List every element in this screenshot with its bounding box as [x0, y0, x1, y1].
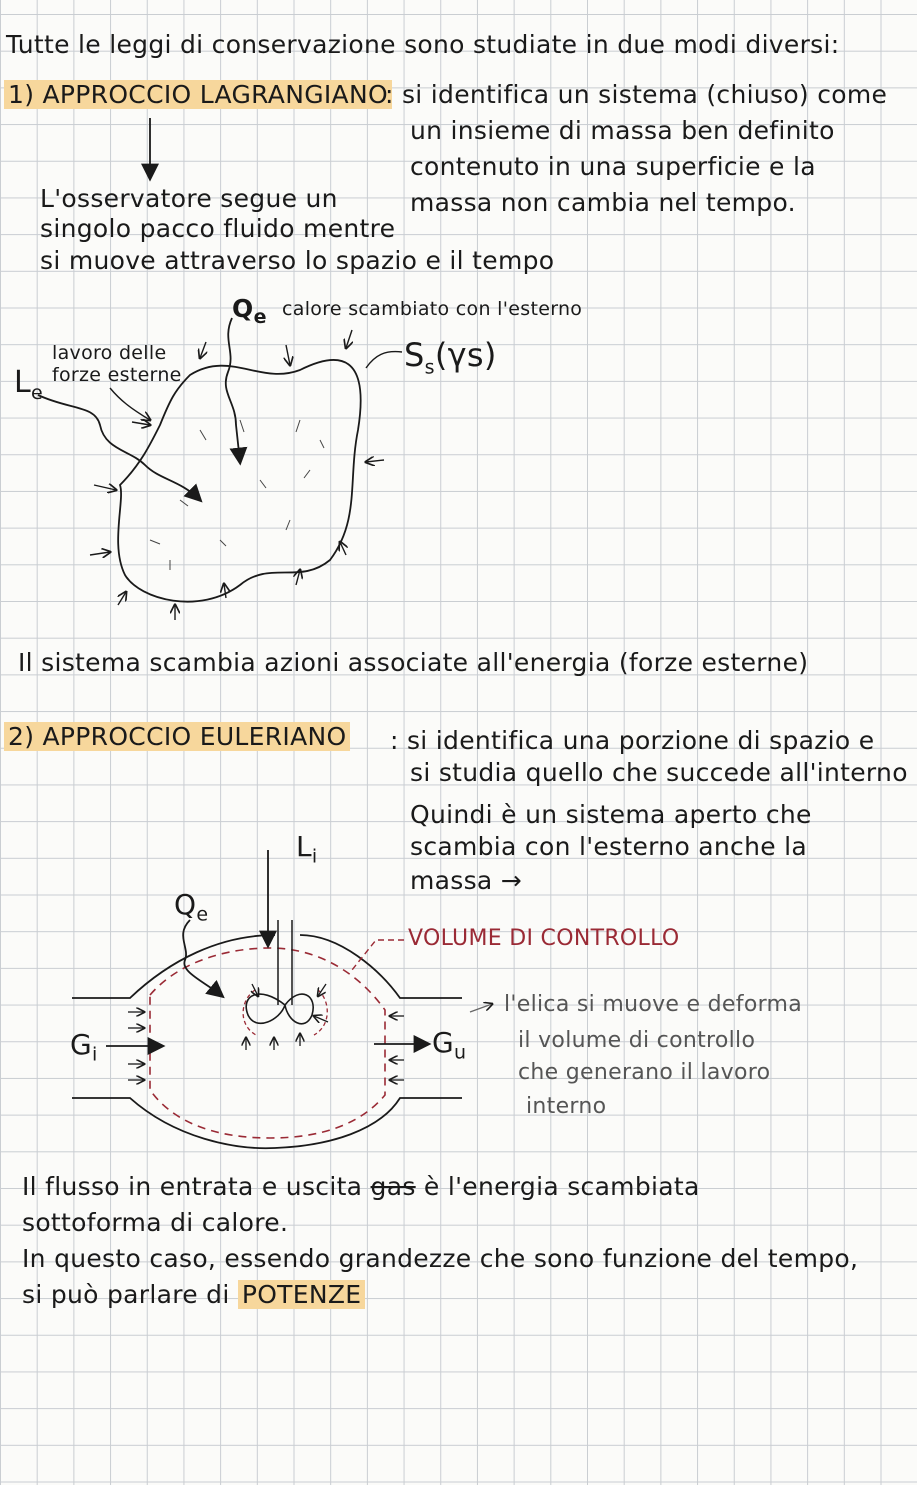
potenze-highlight: POTENZE [238, 1280, 366, 1309]
control-volume-boundary [150, 948, 385, 1138]
propeller-note-4: interno [526, 1094, 607, 1119]
lagrange-def-1: : si identifica un sistema (chiuso) come [385, 80, 888, 109]
euler-def-3: Quindi è un sistema aperto che [410, 800, 812, 829]
final-line-2: sottoforma di calore. [22, 1208, 289, 1237]
work-label-2: forze esterne [52, 364, 182, 386]
struck-word: gas [370, 1172, 416, 1201]
final-line-4: si può parlare di POTENZE [22, 1280, 365, 1310]
li-label: $L_i$ [296, 830, 318, 868]
euler-title: 2) APPROCCIO EULERIANO [4, 722, 350, 751]
observer-line-2: singolo pacco fluido mentre [40, 214, 396, 243]
propeller-note-2: il volume di controllo [518, 1028, 756, 1053]
final-line-1: Il flusso in entrata e uscita gas è l'energia scambiata [22, 1172, 700, 1201]
propeller-note-3: che generano il lavoro [518, 1060, 771, 1085]
observer-line-3: si muove attraverso lo spazio e il tempo [40, 246, 555, 275]
euler-heat-arrow [183, 920, 222, 996]
euler-def-2: si studia quello che succede all'interno [410, 758, 908, 787]
propeller [246, 994, 313, 1024]
work-label-1: lavoro delle [52, 342, 167, 364]
observer-line-1: L'osservatore segue un [40, 184, 338, 213]
propeller-shaft [278, 920, 292, 1005]
system-boundary [118, 360, 361, 602]
final-line-3: In questo caso, essendo grandezze che sono funzione del tempo, [22, 1244, 859, 1273]
q-ext-description: calore scambiato con l'esterno [282, 298, 583, 320]
lagrange-def-4: massa non cambia nel tempo. [410, 188, 796, 217]
intro-line: Tutte le leggi di conservazione sono studiate in due modi diversi: [6, 30, 840, 59]
lagrange-title: 1) APPROCCIO LAGRANGIANO [4, 80, 392, 109]
l-ext-label: $L_e$ [14, 365, 44, 404]
euler-def-5: massa → [410, 866, 523, 895]
euler-def-4: scambia con l'esterno anche la [410, 832, 808, 861]
heat-arrow [226, 318, 240, 462]
duct [72, 935, 462, 1148]
lagrange-def-2: un insieme di massa ben definito [410, 116, 835, 145]
lagrange-def-3: contenuto in una superficie e la [410, 152, 816, 181]
force-arrows [90, 330, 384, 620]
lagrange-summary: Il sistema scambia azioni associate all'energia (forze esterne) [18, 648, 809, 677]
euler-def-1: : si identifica una porzione di spazio e [390, 726, 875, 755]
q-euler-label: $Q_e$ [174, 888, 209, 926]
gu-label: $G_u$ [432, 1026, 467, 1064]
surface-arrows [128, 984, 404, 1080]
surface-label: $S_s(\gamma s)$ [404, 336, 497, 379]
q-ext-label: $Q_e$ [232, 294, 267, 328]
gi-label: $G_i$ [70, 1028, 98, 1066]
propeller-note-1: l'elica si muove e deforma [504, 992, 803, 1017]
control-volume-label: VOLUME DI CONTROLLO [408, 926, 680, 951]
work-arrow [38, 395, 200, 500]
